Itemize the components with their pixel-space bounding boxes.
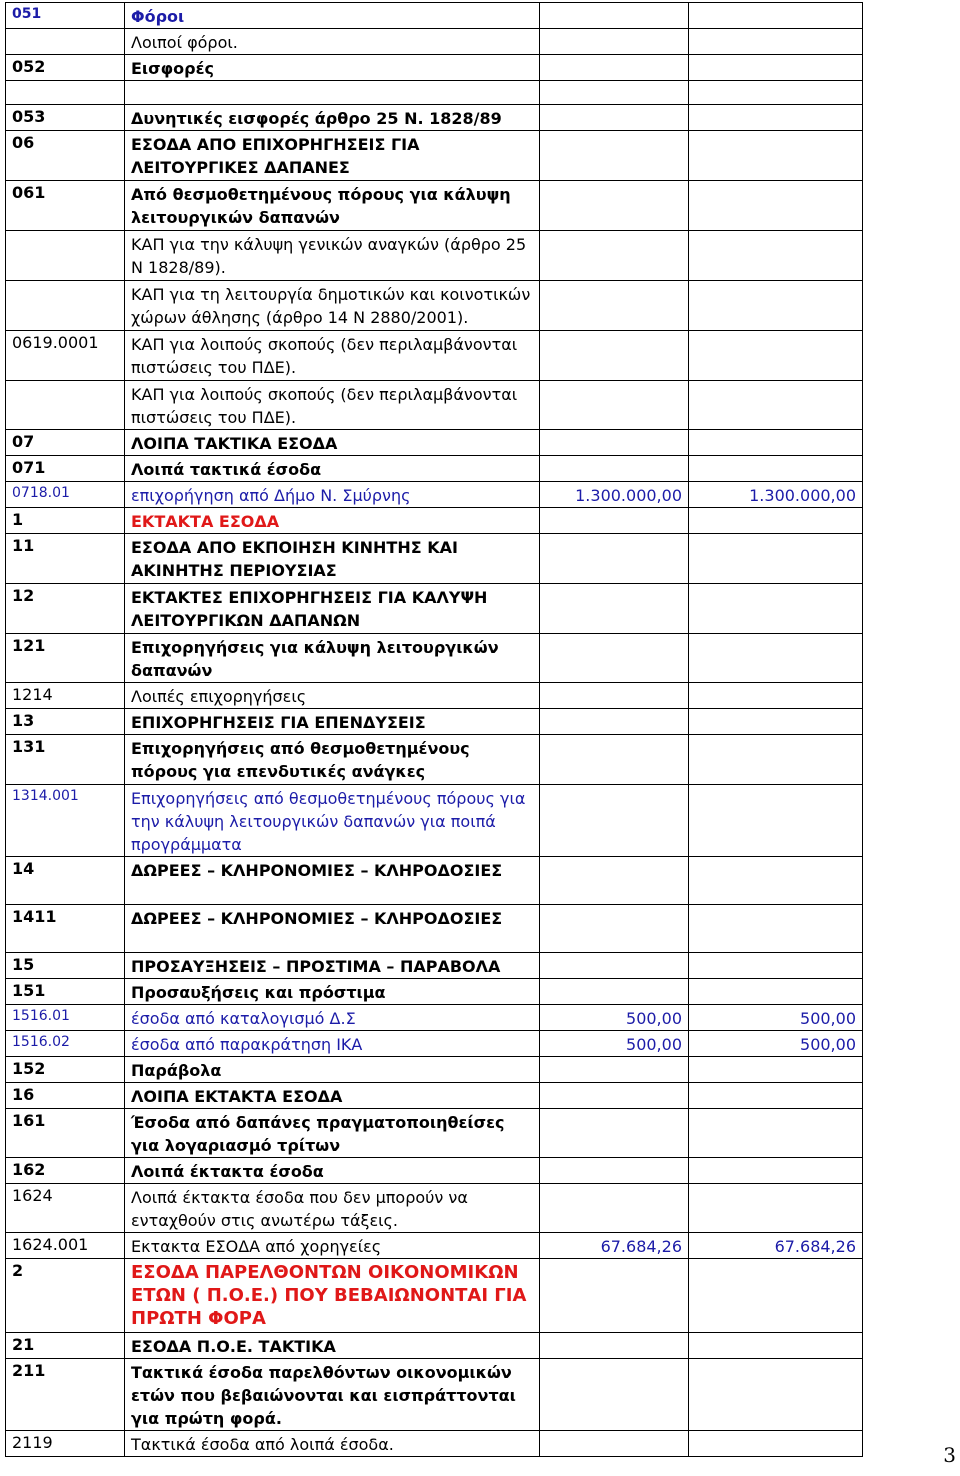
row-amount-estimate xyxy=(540,857,689,905)
table-row xyxy=(6,1184,863,1233)
table-row xyxy=(6,953,863,979)
row-description: ΕΚΤΑΚΤΑ ΕΣΟΔΑ xyxy=(125,508,540,534)
table-row xyxy=(6,3,863,29)
table-row xyxy=(6,331,863,381)
row-description: ΕΣΟΔΑ ΑΠΟ ΕΠΙΧΟΡΗΓΗΣΕΙΣ ΓΙΑ ΛΕΙΤΟΥΡΓΙΚΕΣ ΔΑΠΑΝΕΣ xyxy=(125,131,540,181)
row-amount-approved xyxy=(689,735,863,785)
row-code: 1314.001 xyxy=(6,785,125,857)
row-amount-estimate xyxy=(540,584,689,634)
table-row xyxy=(6,857,863,905)
row-amount-estimate xyxy=(540,634,689,683)
row-code: 053 xyxy=(6,105,125,131)
row-amount-approved xyxy=(689,1359,863,1431)
row-code: 152 xyxy=(6,1057,125,1083)
row-amount-estimate xyxy=(540,1431,689,1457)
row-amount-estimate xyxy=(540,430,689,456)
row-code: 052 xyxy=(6,55,125,81)
row-code: 11 xyxy=(6,534,125,584)
row-description: ΚΑΠ για την κάλυψη γενικών αναγκών (άρθρο 25 Ν 1828/89). xyxy=(125,231,540,281)
row-amount-approved: 500,00 xyxy=(689,1031,863,1057)
table-row xyxy=(6,105,863,131)
row-amount-approved xyxy=(689,683,863,709)
row-amount-approved xyxy=(689,1158,863,1184)
row-description: ΛΟΙΠΑ ΕΚΤΑΚΤΑ ΕΣΟΔΑ xyxy=(125,1083,540,1109)
row-amount-estimate xyxy=(540,735,689,785)
row-description: Λοιπά έκτακτα έσοδα xyxy=(125,1158,540,1184)
row-amount-approved xyxy=(689,634,863,683)
row-description: ΠΡΟΣΑΥΞΗΣΕΙΣ – ΠΡΟΣΤΙΜΑ – ΠΑΡΑΒΟΛΑ xyxy=(125,953,540,979)
row-description: Φόροι xyxy=(125,3,540,29)
row-amount-estimate xyxy=(540,105,689,131)
row-code: 131 xyxy=(6,735,125,785)
row-code: 051 xyxy=(6,3,125,29)
row-amount-estimate xyxy=(540,534,689,584)
row-code: 14 xyxy=(6,857,125,905)
row-description: Από θεσμοθετημένους πόρους για κάλυψη λειτουργικών δαπανών xyxy=(125,181,540,231)
row-amount-approved xyxy=(689,584,863,634)
row-amount-approved xyxy=(689,953,863,979)
row-amount-approved xyxy=(689,508,863,534)
row-amount-approved: 67.684,26 xyxy=(689,1233,863,1259)
row-description: έσοδα από καταλογισμό Δ.Σ xyxy=(125,1005,540,1031)
row-description: ΛΟΙΠΑ ΤΑΚΤΙΚΑ ΕΣΟΔΑ xyxy=(125,430,540,456)
row-amount-approved xyxy=(689,857,863,905)
row-amount-approved xyxy=(689,181,863,231)
row-description xyxy=(125,81,540,105)
table-row xyxy=(6,1359,863,1431)
table-row xyxy=(6,1233,863,1259)
revenue-table-body xyxy=(6,3,863,1457)
row-amount-approved xyxy=(689,1083,863,1109)
row-description: ΕΣΟΔΑ ΠΑΡΕΛΘΟΝΤΩΝ ΟΙΚΟΝΟΜΙΚΩΝ ΕΤΩΝ ( Π.Ο.Ε.) ΠΟΥ ΒΕΒΑΙΩΝΟΝΤΑΙ ΓΙΑ ΠΡΩΤΗ ΦΟΡΑ xyxy=(125,1259,540,1333)
row-amount-approved xyxy=(689,81,863,105)
row-amount-estimate xyxy=(540,1259,689,1333)
row-amount-estimate xyxy=(540,281,689,331)
table-row xyxy=(6,381,863,430)
row-description: επιχορήγηση από Δήμο Ν. Σμύρνης xyxy=(125,482,540,508)
row-description: Τακτικά έσοδα από λοιπά έσοδα. xyxy=(125,1431,540,1457)
row-code xyxy=(6,281,125,331)
row-amount-estimate xyxy=(540,1158,689,1184)
row-description: ΔΩΡΕΕΣ – ΚΛΗΡΟΝΟΜΙΕΣ – ΚΛΗΡΟΔΟΣΙΕΣ xyxy=(125,857,540,905)
row-code: 06 xyxy=(6,131,125,181)
table-row xyxy=(6,1109,863,1158)
row-code: 0619.0001 xyxy=(6,331,125,381)
row-amount-estimate xyxy=(540,456,689,482)
row-code xyxy=(6,29,125,55)
row-code: 162 xyxy=(6,1158,125,1184)
row-code: 0718.01 xyxy=(6,482,125,508)
row-code: 061 xyxy=(6,181,125,231)
row-code: 16 xyxy=(6,1083,125,1109)
row-amount-estimate xyxy=(540,1083,689,1109)
row-amount-estimate xyxy=(540,29,689,55)
table-row xyxy=(6,584,863,634)
table-row xyxy=(6,181,863,231)
row-code: 1624 xyxy=(6,1184,125,1233)
row-amount-approved xyxy=(689,1057,863,1083)
row-amount-approved xyxy=(689,1259,863,1333)
row-amount-estimate xyxy=(540,1057,689,1083)
row-amount-estimate xyxy=(540,683,689,709)
row-amount-approved xyxy=(689,1333,863,1359)
row-amount-approved xyxy=(689,331,863,381)
row-amount-estimate xyxy=(540,131,689,181)
row-amount-estimate xyxy=(540,953,689,979)
row-amount-approved xyxy=(689,1109,863,1158)
row-description: Επιχορηγήσεις για κάλυψη λειτουργικών δαπανών xyxy=(125,634,540,683)
table-row xyxy=(6,55,863,81)
row-amount-estimate: 500,00 xyxy=(540,1031,689,1057)
row-amount-approved xyxy=(689,430,863,456)
row-description: ΚΑΠ για λοιπούς σκοπούς (δεν περιλαμβάνονται πιστώσεις του ΠΔΕ). xyxy=(125,381,540,430)
row-amount-approved xyxy=(689,3,863,29)
row-code: 1214 xyxy=(6,683,125,709)
table-row xyxy=(6,1005,863,1031)
table-row xyxy=(6,456,863,482)
table-row xyxy=(6,1333,863,1359)
row-amount-approved xyxy=(689,709,863,735)
row-code: 1516.01 xyxy=(6,1005,125,1031)
row-description: Τακτικά έσοδα παρελθόντων οικονομικών ετών που βεβαιώνονται και εισπράττονται για πρώτη φορά. xyxy=(125,1359,540,1431)
row-description: Προσαυξήσεις και πρόστιμα xyxy=(125,979,540,1005)
table-row xyxy=(6,430,863,456)
row-amount-estimate xyxy=(540,1359,689,1431)
row-amount-approved xyxy=(689,381,863,430)
row-description: Λοιπές επιχορηγήσεις xyxy=(125,683,540,709)
table-row xyxy=(6,231,863,281)
table-row xyxy=(6,735,863,785)
row-description: ΕΚΤΑΚΤΕΣ ΕΠΙΧΟΡΗΓΗΣΕΙΣ ΓΙΑ ΚΑΛΥΨΗ ΛΕΙΤΟΥΡΓΙΚΩΝ ΔΑΠΑΝΩΝ xyxy=(125,584,540,634)
table-row xyxy=(6,1031,863,1057)
table-row xyxy=(6,785,863,857)
row-amount-estimate: 67.684,26 xyxy=(540,1233,689,1259)
table-row xyxy=(6,1259,863,1333)
row-amount-approved xyxy=(689,1431,863,1457)
row-description: Εισφορές xyxy=(125,55,540,81)
row-amount-estimate xyxy=(540,1333,689,1359)
row-description: ΔΩΡΕΕΣ – ΚΛΗΡΟΝΟΜΙΕΣ – ΚΛΗΡΟΔΟΣΙΕΣ xyxy=(125,905,540,953)
row-description: ΚΑΠ για λοιπούς σκοπούς (δεν περιλαμβάνονται πιστώσεις του ΠΔΕ). xyxy=(125,331,540,381)
row-code: 1516.02 xyxy=(6,1031,125,1057)
row-amount-approved xyxy=(689,534,863,584)
table-row xyxy=(6,634,863,683)
row-description: Επιχορηγήσεις από θεσμοθετημένους πόρους για την κάλυψη λειτουργικών δαπανών για ποιπά προγράμματα xyxy=(125,785,540,857)
row-code xyxy=(6,381,125,430)
row-description: Παράβολα xyxy=(125,1057,540,1083)
row-amount-estimate xyxy=(540,979,689,1005)
table-row xyxy=(6,508,863,534)
row-code xyxy=(6,81,125,105)
table-row xyxy=(6,534,863,584)
row-amount-approved: 1.300.000,00 xyxy=(689,482,863,508)
row-amount-estimate: 1.300.000,00 xyxy=(540,482,689,508)
table-row xyxy=(6,1057,863,1083)
row-amount-approved xyxy=(689,281,863,331)
row-description: Λοιπά τακτικά έσοδα xyxy=(125,456,540,482)
row-amount-estimate xyxy=(540,1109,689,1158)
row-description: Λοιποί φόροι. xyxy=(125,29,540,55)
row-amount-approved: 500,00 xyxy=(689,1005,863,1031)
table-row xyxy=(6,131,863,181)
row-code: 121 xyxy=(6,634,125,683)
table-row xyxy=(6,683,863,709)
revenue-table xyxy=(5,2,863,1457)
row-amount-estimate xyxy=(540,381,689,430)
row-description: Δυνητικές εισφορές άρθρο 25 Ν. 1828/89 xyxy=(125,105,540,131)
row-code: 2119 xyxy=(6,1431,125,1457)
table-row xyxy=(6,281,863,331)
table-row xyxy=(6,482,863,508)
row-description: έσοδα από παρακράτηση ΙΚΑ xyxy=(125,1031,540,1057)
table-row xyxy=(6,29,863,55)
row-code xyxy=(6,231,125,281)
row-code: 1624.001 xyxy=(6,1233,125,1259)
row-amount-estimate xyxy=(540,508,689,534)
row-amount-approved xyxy=(689,456,863,482)
row-amount-approved xyxy=(689,979,863,1005)
row-description: Έσοδα από δαπάνες πραγματοποιηθείσες για λογαριασμό τρίτων xyxy=(125,1109,540,1158)
table-row xyxy=(6,709,863,735)
row-code: 161 xyxy=(6,1109,125,1158)
row-description: ΚΑΠ για τη λειτουργία δημοτικών και κοινοτικών χώρων άθλησης (άρθρο 14 Ν 2880/2001). xyxy=(125,281,540,331)
row-code: 211 xyxy=(6,1359,125,1431)
row-amount-approved xyxy=(689,785,863,857)
row-amount-estimate xyxy=(540,55,689,81)
row-code: 2 xyxy=(6,1259,125,1333)
table-row xyxy=(6,1083,863,1109)
table-row xyxy=(6,1431,863,1457)
row-description: Εκτακτα ΕΣΟΔΑ από χορηγείες xyxy=(125,1233,540,1259)
row-code: 15 xyxy=(6,953,125,979)
table-row xyxy=(6,979,863,1005)
row-description: ΕΣΟΔΑ ΑΠΟ ΕΚΠΟΙΗΣΗ ΚΙΝΗΤΗΣ ΚΑΙ ΑΚΙΝΗΤΗΣ ΠΕΡΙΟΥΣΙΑΣ xyxy=(125,534,540,584)
row-amount-approved xyxy=(689,1184,863,1233)
row-code: 13 xyxy=(6,709,125,735)
row-code: 1 xyxy=(6,508,125,534)
row-amount-estimate xyxy=(540,231,689,281)
row-code: 07 xyxy=(6,430,125,456)
row-amount-estimate xyxy=(540,905,689,953)
row-amount-approved xyxy=(689,231,863,281)
row-description: ΕΠΙΧΟΡΗΓΗΣΕΙΣ ΓΙΑ ΕΠΕΝΔΥΣΕΙΣ xyxy=(125,709,540,735)
row-description: Λοιπά έκτακτα έσοδα που δεν μπορούν να ενταχθούν στις ανωτέρω τάξεις. xyxy=(125,1184,540,1233)
row-amount-estimate xyxy=(540,785,689,857)
row-amount-estimate: 500,00 xyxy=(540,1005,689,1031)
table-row xyxy=(6,905,863,953)
page-number: 3 xyxy=(943,1443,956,1467)
row-code: 12 xyxy=(6,584,125,634)
table-row xyxy=(6,1158,863,1184)
row-amount-estimate xyxy=(540,709,689,735)
row-code: 21 xyxy=(6,1333,125,1359)
row-description: Επιχορηγήσεις από θεσμοθετημένους πόρους για επενδυτικές ανάγκες xyxy=(125,735,540,785)
row-amount-estimate xyxy=(540,1184,689,1233)
row-code: 151 xyxy=(6,979,125,1005)
row-amount-approved xyxy=(689,105,863,131)
row-code: 071 xyxy=(6,456,125,482)
row-amount-estimate xyxy=(540,181,689,231)
row-amount-estimate xyxy=(540,331,689,381)
row-amount-approved xyxy=(689,905,863,953)
row-description: ΕΣΟΔΑ Π.Ο.Ε. ΤΑΚΤΙΚΑ xyxy=(125,1333,540,1359)
row-code: 1411 xyxy=(6,905,125,953)
row-amount-estimate xyxy=(540,3,689,29)
row-amount-approved xyxy=(689,55,863,81)
row-amount-approved xyxy=(689,131,863,181)
row-amount-estimate xyxy=(540,81,689,105)
row-amount-approved xyxy=(689,29,863,55)
table-row xyxy=(6,81,863,105)
